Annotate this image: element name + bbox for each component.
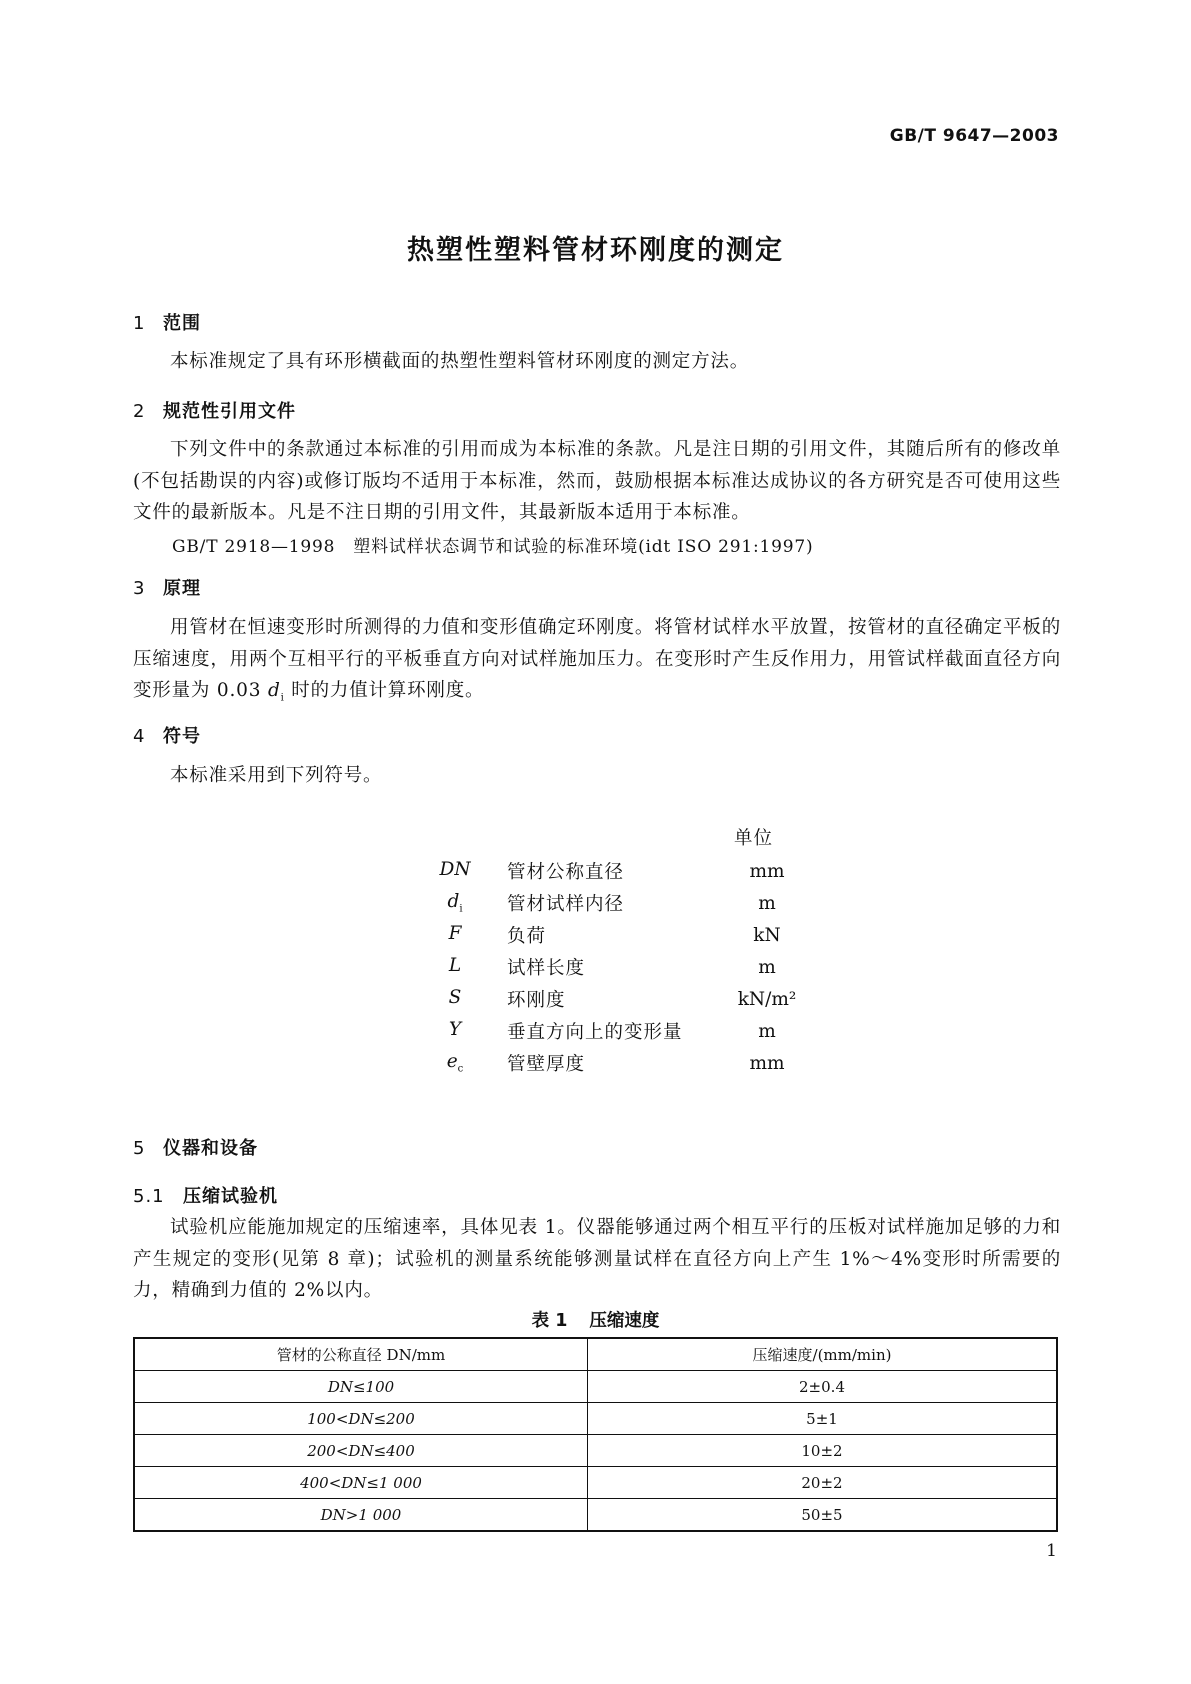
symbol-description: 管壁厚度 — [507, 1054, 586, 1075]
normative-reference — [172, 532, 813, 557]
col-header-compression-speed: 压缩速度/(mm/min) — [588, 1338, 1058, 1371]
compression-speed: 10±2 — [588, 1435, 1058, 1467]
page-number: 1 — [1046, 1541, 1057, 1561]
table-row — [134, 1403, 1057, 1435]
symbol-list — [415, 855, 817, 1079]
symbol-row — [415, 1015, 817, 1047]
compression-speed: 2±0.4 — [588, 1371, 1058, 1403]
symbol-row — [415, 887, 817, 919]
symbol-unit: kN/m² — [737, 988, 797, 1010]
table-title: 压缩速度 — [589, 1311, 660, 1331]
section-title: 范围 — [163, 313, 201, 334]
compression-speed: 20±2 — [588, 1467, 1058, 1499]
section-4-intro: 本标准采用到下列符号。 — [170, 765, 383, 786]
symbol-row — [415, 855, 817, 887]
symbol-row — [415, 951, 817, 983]
diameter-range: 100<DN≤200 — [134, 1403, 588, 1435]
section-number: 5.1 — [133, 1186, 165, 1207]
section-title: 仪器和设备 — [163, 1138, 258, 1159]
table-number: 表 1 — [531, 1311, 568, 1331]
section-number: 1 — [133, 313, 146, 334]
symbol-unit: m — [758, 1020, 776, 1042]
symbol-row — [415, 983, 817, 1015]
symbol-subscript: c — [457, 1063, 464, 1075]
diameter-range: 400<DN≤1 000 — [134, 1467, 588, 1499]
section-title: 原理 — [163, 578, 201, 599]
symbol-unit: mm — [749, 1052, 785, 1074]
section-number: 4 — [133, 726, 146, 747]
reference-code: GB/T 2918—1998 — [172, 537, 336, 557]
symbol-description: 管材公称直径 — [507, 862, 625, 883]
principle-text-part2: 时的力值计算环刚度。 — [284, 680, 485, 701]
section-4-heading — [133, 722, 201, 748]
symbol: DN — [439, 859, 471, 881]
symbol: L — [448, 955, 462, 977]
symbol: F — [448, 923, 462, 945]
symbol: Y — [448, 1019, 462, 1041]
unit-column-heading: 单位 — [734, 828, 774, 849]
symbol-description: 负荷 — [507, 926, 547, 947]
symbol-unit: m — [758, 956, 776, 978]
symbol: e — [446, 1051, 458, 1073]
section-2-text: 下列文件中的条款通过本标准的引用而成为本标准的条款。凡是注日期的引用文件，其随后所有的修改单(不包括勘误的内容)或修订版均不适用于本标准，然而，鼓励根据本标准达成协议的各方研究是否可使用这些文件的最新版本。凡是不注日期的引用文件，其最新版本适用于本标准。 — [133, 439, 1061, 523]
section-title: 符号 — [163, 726, 201, 747]
principle-text-part1: 用管材在恒速变形时所测得的力值和变形值确定环刚度。将管材试样水平放置，按管材的直径确定平板的压缩速度，用两个互相平行的平板垂直方向对试样施加压力。在变形时产生反作用力，用管试样截面直径方向变形量为 0.03 — [133, 617, 1061, 701]
diameter-range: 200<DN≤400 — [134, 1435, 588, 1467]
document-title: 热塑性塑料管材环刚度的测定 — [407, 235, 784, 266]
compression-speed-table — [133, 1337, 1058, 1532]
reference-title: 塑料试样状态调节和试验的标准环境(idt ISO 291:1997) — [353, 537, 814, 557]
standard-code: GB/T 9647—2003 — [889, 126, 1059, 146]
section-3-text — [133, 612, 1061, 714]
section-5-1-text: 试验机应能施加规定的压缩速率，具体见表 1。仪器能够通过两个相互平行的压板对试样施加足够的力和产生规定的变形(见第 8 章)；试验机的测量系统能够测量试样在直径方向上产生 1%～4%变形时所需要的力，精确到力值的 2%以内。 — [133, 1217, 1061, 1301]
section-title: 压缩试验机 — [183, 1186, 278, 1207]
symbol-description: 试样长度 — [507, 958, 586, 979]
symbol-unit: m — [758, 892, 776, 914]
inner-diameter-symbol: d — [267, 680, 281, 701]
table-row — [134, 1435, 1057, 1467]
compression-speed: 5±1 — [588, 1403, 1058, 1435]
inner-diameter-subscript: i — [280, 692, 285, 704]
table-caption — [0, 1307, 1191, 1332]
diameter-range: DN>1 000 — [134, 1499, 588, 1532]
symbol-unit: mm — [749, 860, 785, 882]
symbol-description: 管材试样内径 — [507, 894, 625, 915]
symbol-description: 垂直方向上的变形量 — [507, 1022, 683, 1043]
table-row — [134, 1371, 1057, 1403]
section-2-heading — [133, 397, 296, 423]
table-row — [134, 1467, 1057, 1499]
symbol-subscript: i — [459, 903, 463, 915]
section-3-heading — [133, 574, 201, 600]
table-header-row — [134, 1338, 1057, 1371]
section-5-1-heading — [133, 1182, 278, 1208]
section-5-heading — [133, 1134, 258, 1160]
diameter-range: DN≤100 — [134, 1371, 588, 1403]
section-number: 3 — [133, 578, 146, 599]
col-header-nominal-diameter: 管材的公称直径 DN/mm — [134, 1338, 588, 1371]
section-1-text: 本标准规定了具有环形横截面的热塑性塑料管材环刚度的测定方法。 — [170, 351, 750, 372]
section-1-heading — [133, 309, 201, 335]
symbol-row — [415, 919, 817, 951]
symbol-unit: kN — [753, 924, 781, 946]
symbol: d — [447, 891, 460, 913]
section-title: 规范性引用文件 — [163, 401, 296, 422]
symbol-row — [415, 1047, 817, 1079]
symbol-description: 环刚度 — [507, 990, 566, 1011]
section-number: 5 — [133, 1138, 146, 1159]
compression-speed: 50±5 — [588, 1499, 1058, 1532]
table-row — [134, 1499, 1057, 1532]
symbol: S — [448, 987, 462, 1009]
section-number: 2 — [133, 401, 146, 422]
